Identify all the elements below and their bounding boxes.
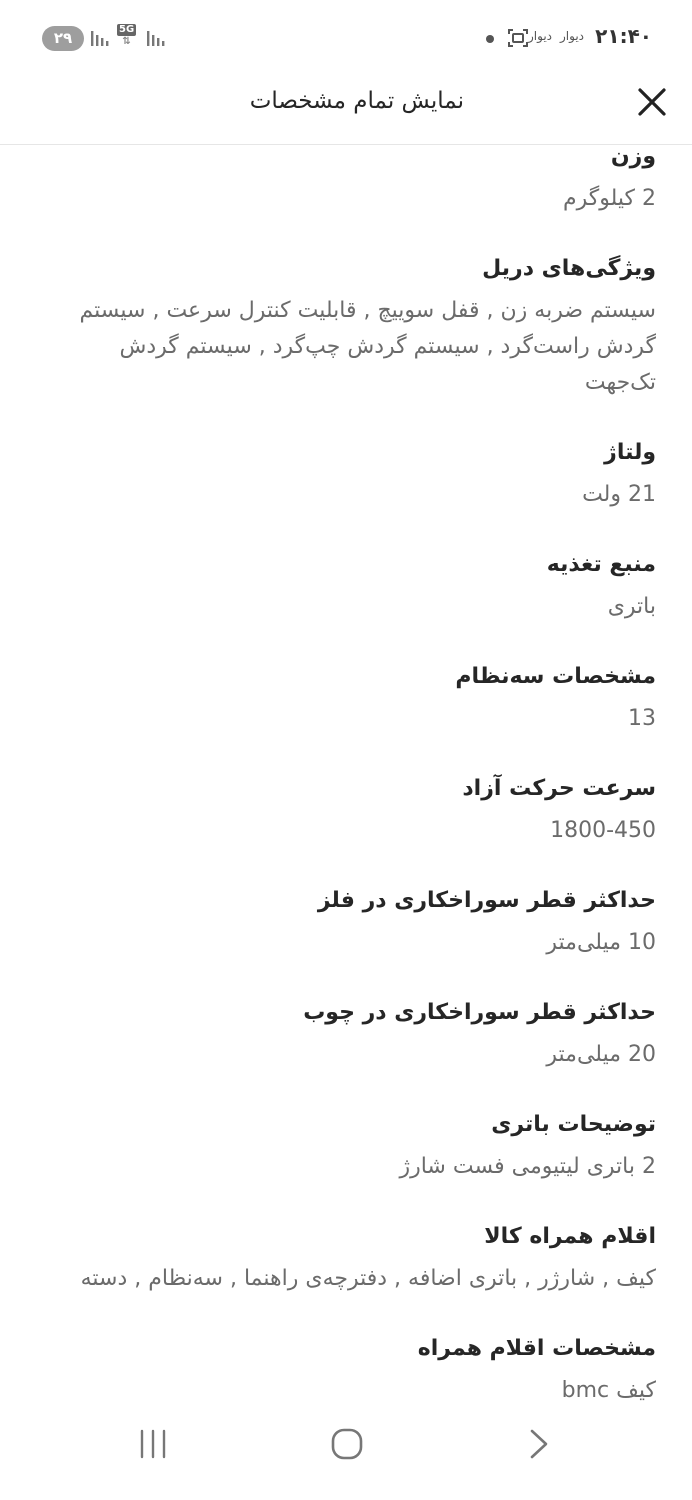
spec-value: 10 میلی‌متر bbox=[546, 930, 656, 955]
spec-scroll-area[interactable] bbox=[0, 145, 692, 1410]
page-header bbox=[0, 76, 692, 145]
status-clock: ۲۱:۴۰ bbox=[595, 24, 652, 48]
notification-divar: دیوار bbox=[559, 29, 584, 43]
notification-divar: دیوار bbox=[527, 29, 552, 43]
network-type-icon bbox=[117, 24, 136, 48]
spec-label: توضیحات باتری bbox=[491, 1112, 656, 1137]
spec-item-included-items-details bbox=[56, 1334, 656, 1409]
signal-strength-icon bbox=[146, 28, 168, 48]
battery-indicator: ۲۹ bbox=[42, 26, 84, 51]
spec-label: سرعت حرکت آزاد bbox=[462, 776, 656, 801]
spec-value: کیف , شارژر , باتری اضافه , دفترچه‌ی راهنما , سه‌نظام , دسته bbox=[80, 1266, 656, 1291]
spec-value: 21 ولت bbox=[582, 482, 656, 507]
close-button[interactable] bbox=[634, 84, 670, 120]
close-icon bbox=[634, 84, 670, 120]
spec-item-max-drill-metal bbox=[56, 886, 656, 961]
notification-dot-icon bbox=[486, 35, 494, 43]
home-icon[interactable] bbox=[331, 1428, 363, 1460]
spec-value: 2 کیلوگرم bbox=[563, 186, 656, 211]
spec-value: 1800-450 bbox=[550, 818, 656, 843]
page-title: نمایش تمام مشخصات bbox=[249, 88, 464, 114]
spec-value: کیف bmc bbox=[561, 1378, 656, 1403]
system-nav-bar bbox=[0, 1410, 692, 1500]
status-bar bbox=[0, 0, 692, 76]
spec-item-no-load-speed bbox=[56, 774, 656, 849]
back-chevron-icon[interactable] bbox=[528, 1428, 550, 1460]
spec-value: 13 bbox=[628, 706, 656, 731]
spec-value: سیستم ضربه زن , قفل سوییچ , قابلیت کنترل سرعت , سیستم گردش راست‌گرد , سیستم گردش چپ‌گرد , سیستم گردش تک‌جهت bbox=[79, 298, 656, 395]
spec-value: 2 باتری لیتیومی فست شارژ bbox=[399, 1154, 656, 1179]
spec-item-voltage bbox=[56, 438, 656, 513]
spec-item-weight bbox=[56, 145, 656, 217]
network-type-label: 5G bbox=[119, 24, 135, 35]
spec-label: مشخصات سه‌نظام bbox=[455, 664, 656, 689]
spec-item-drill-features bbox=[56, 254, 656, 401]
signal-strength-icon bbox=[90, 28, 112, 48]
spec-label: منبع تغذیه bbox=[546, 552, 656, 577]
spec-label: وزن bbox=[610, 145, 656, 169]
spec-value: 20 میلی‌متر bbox=[546, 1042, 656, 1067]
spec-item-chuck bbox=[56, 662, 656, 737]
screenshot-icon bbox=[506, 26, 530, 50]
spec-label: ولتاژ bbox=[604, 440, 656, 465]
spec-value: باتری bbox=[607, 594, 656, 619]
spec-item-included-items bbox=[56, 1222, 656, 1297]
data-transfer-icon: ⇅ bbox=[122, 36, 131, 47]
spec-list bbox=[56, 145, 656, 1410]
spec-label: اقلام همراه کالا bbox=[484, 1224, 656, 1249]
spec-label: حداکثر قطر سوراخکاری در فلز bbox=[317, 888, 656, 913]
spec-label: ویژگی‌های دریل bbox=[482, 256, 656, 281]
spec-label: حداکثر قطر سوراخکاری در چوب bbox=[303, 1000, 656, 1025]
recent-apps-icon[interactable] bbox=[139, 1428, 167, 1460]
spec-label: مشخصات اقلام همراه bbox=[417, 1336, 656, 1361]
spec-item-battery-description bbox=[56, 1110, 656, 1185]
spec-item-max-drill-wood bbox=[56, 998, 656, 1073]
spec-item-power-source bbox=[56, 550, 656, 625]
